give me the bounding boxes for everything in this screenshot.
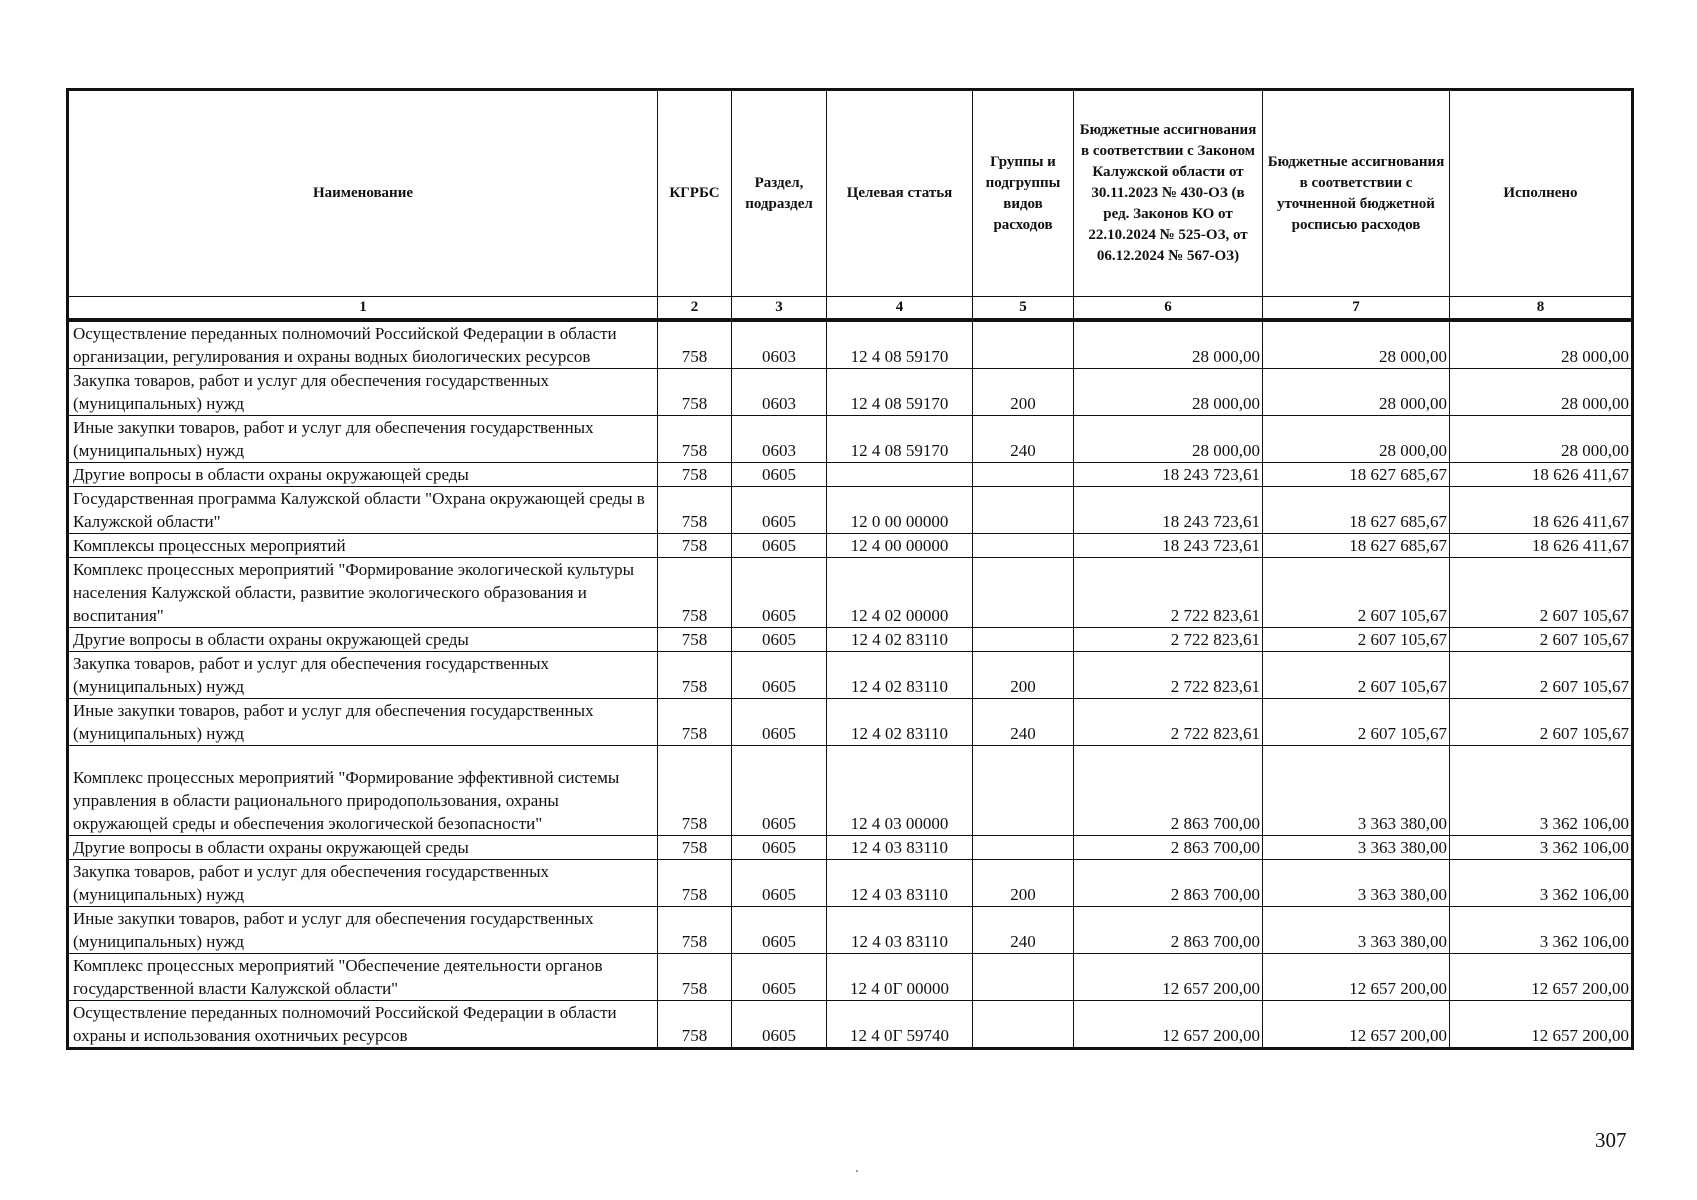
- row-name-cell: Иные закупки товаров, работ и услуг для обеспечения государственных (муниципальных) нужд: [68, 416, 658, 463]
- row-refined-amount-cell: 3 363 380,00: [1263, 860, 1450, 907]
- row-kgrbs-cell: 758: [658, 369, 732, 416]
- column-number: 3: [732, 297, 827, 321]
- row-target-cell: 12 4 03 00000: [827, 746, 973, 836]
- row-executed-amount-cell: 28 000,00: [1450, 416, 1633, 463]
- row-target-cell: 12 4 03 83110: [827, 836, 973, 860]
- table-header-row: [68, 90, 1633, 297]
- row-executed-amount-cell: 18 626 411,67: [1450, 463, 1633, 487]
- row-group-cell: [973, 1001, 1074, 1049]
- row-executed-amount-cell: 12 657 200,00: [1450, 1001, 1633, 1049]
- column-number: 8: [1450, 297, 1633, 321]
- table-row: [68, 320, 1633, 369]
- row-name-cell: Осуществление переданных полномочий Российской Федерации в области организации, регулирования и охраны водных биологических ресурсов: [68, 320, 658, 369]
- row-target-cell: 12 4 02 83110: [827, 628, 973, 652]
- row-section-cell: 0605: [732, 746, 827, 836]
- row-name-cell: Другие вопросы в области охраны окружающей среды: [68, 463, 658, 487]
- table-row: [68, 954, 1633, 1001]
- row-refined-amount-cell: 28 000,00: [1263, 416, 1450, 463]
- row-name-cell: Комплекс процессных мероприятий "Формирование эффективной системы управления в области рационального природопользования, охраны окружающей среды и обеспечения экологической безопасности": [68, 746, 658, 836]
- row-group-cell: 200: [973, 652, 1074, 699]
- scan-artifact: [856, 1170, 858, 1172]
- row-section-cell: 0605: [732, 628, 827, 652]
- table-row: [68, 369, 1633, 416]
- header-target-article: Целевая статья: [827, 90, 973, 297]
- row-kgrbs-cell: 758: [658, 1001, 732, 1049]
- row-group-cell: [973, 534, 1074, 558]
- row-group-cell: [973, 746, 1074, 836]
- row-target-cell: 12 4 0Г 59740: [827, 1001, 973, 1049]
- row-kgrbs-cell: 758: [658, 746, 732, 836]
- row-refined-amount-cell: 3 363 380,00: [1263, 746, 1450, 836]
- row-section-cell: 0605: [732, 487, 827, 534]
- row-kgrbs-cell: 758: [658, 699, 732, 746]
- row-executed-amount-cell: 3 362 106,00: [1450, 907, 1633, 954]
- row-section-cell: 0605: [732, 699, 827, 746]
- row-section-cell: 0605: [732, 954, 827, 1001]
- row-refined-amount-cell: 28 000,00: [1263, 320, 1450, 369]
- row-target-cell: 12 4 02 00000: [827, 558, 973, 628]
- row-group-cell: 200: [973, 369, 1074, 416]
- row-executed-amount-cell: 12 657 200,00: [1450, 954, 1633, 1001]
- row-name-cell: Иные закупки товаров, работ и услуг для обеспечения государственных (муниципальных) нужд: [68, 699, 658, 746]
- row-section-cell: 0605: [732, 652, 827, 699]
- table-row: [68, 463, 1633, 487]
- row-refined-amount-cell: 2 607 105,67: [1263, 628, 1450, 652]
- row-refined-amount-cell: 12 657 200,00: [1263, 954, 1450, 1001]
- row-group-cell: 240: [973, 699, 1074, 746]
- row-section-cell: 0605: [732, 1001, 827, 1049]
- row-kgrbs-cell: 758: [658, 860, 732, 907]
- row-law-amount-cell: 2 722 823,61: [1074, 652, 1263, 699]
- row-target-cell: 12 4 03 83110: [827, 860, 973, 907]
- row-group-cell: [973, 320, 1074, 369]
- header-expense-groups: Группы и подгруппы видов расходов: [973, 90, 1074, 297]
- row-target-cell: 12 4 00 00000: [827, 534, 973, 558]
- row-target-cell: 12 4 08 59170: [827, 369, 973, 416]
- row-law-amount-cell: 18 243 723,61: [1074, 463, 1263, 487]
- row-section-cell: 0603: [732, 369, 827, 416]
- page-number: 307: [1595, 1128, 1627, 1152]
- row-executed-amount-cell: 28 000,00: [1450, 320, 1633, 369]
- table-row: [68, 907, 1633, 954]
- row-kgrbs-cell: 758: [658, 416, 732, 463]
- row-group-cell: 240: [973, 416, 1074, 463]
- row-name-cell: Другие вопросы в области охраны окружающей среды: [68, 628, 658, 652]
- table-row: [68, 534, 1633, 558]
- row-executed-amount-cell: 18 626 411,67: [1450, 534, 1633, 558]
- row-refined-amount-cell: 2 607 105,67: [1263, 699, 1450, 746]
- row-law-amount-cell: 2 863 700,00: [1074, 860, 1263, 907]
- row-target-cell: 12 0 00 00000: [827, 487, 973, 534]
- row-target-cell: 12 4 08 59170: [827, 320, 973, 369]
- header-kgrbs: КГРБС: [658, 90, 732, 297]
- row-executed-amount-cell: 3 362 106,00: [1450, 860, 1633, 907]
- row-executed-amount-cell: 2 607 105,67: [1450, 699, 1633, 746]
- row-law-amount-cell: 2 722 823,61: [1074, 558, 1263, 628]
- row-target-cell: [827, 463, 973, 487]
- row-target-cell: 12 4 02 83110: [827, 699, 973, 746]
- row-section-cell: 0605: [732, 836, 827, 860]
- row-kgrbs-cell: 758: [658, 463, 732, 487]
- row-group-cell: [973, 954, 1074, 1001]
- row-kgrbs-cell: 758: [658, 534, 732, 558]
- row-name-cell: Закупка товаров, работ и услуг для обеспечения государственных (муниципальных) нужд: [68, 860, 658, 907]
- table-row: [68, 558, 1633, 628]
- header-law-allocations: Бюджетные ассигнования в соответствии с Законом Калужской области от 30.11.2023 № 430-ОЗ (в ред. Законов КО от 22.10.2024 № 525-ОЗ, от 06.12.2024 № 567-ОЗ): [1074, 90, 1263, 297]
- row-target-cell: 12 4 08 59170: [827, 416, 973, 463]
- row-group-cell: [973, 558, 1074, 628]
- table-row: [68, 652, 1633, 699]
- row-section-cell: 0605: [732, 907, 827, 954]
- header-executed: Исполнено: [1450, 90, 1633, 297]
- row-refined-amount-cell: 18 627 685,67: [1263, 463, 1450, 487]
- header-section: Раздел, подраздел: [732, 90, 827, 297]
- row-target-cell: 12 4 0Г 00000: [827, 954, 973, 1001]
- row-section-cell: 0605: [732, 534, 827, 558]
- row-section-cell: 0605: [732, 558, 827, 628]
- row-target-cell: 12 4 02 83110: [827, 652, 973, 699]
- row-refined-amount-cell: 2 607 105,67: [1263, 558, 1450, 628]
- row-executed-amount-cell: 18 626 411,67: [1450, 487, 1633, 534]
- row-name-cell: Другие вопросы в области охраны окружающей среды: [68, 836, 658, 860]
- row-kgrbs-cell: 758: [658, 628, 732, 652]
- row-kgrbs-cell: 758: [658, 320, 732, 369]
- row-section-cell: 0603: [732, 320, 827, 369]
- row-refined-amount-cell: 3 363 380,00: [1263, 907, 1450, 954]
- row-executed-amount-cell: 2 607 105,67: [1450, 652, 1633, 699]
- column-number-row: [68, 297, 1633, 321]
- column-number: 5: [973, 297, 1074, 321]
- row-group-cell: [973, 463, 1074, 487]
- row-section-cell: 0605: [732, 463, 827, 487]
- row-name-cell: Комплекс процессных мероприятий "Обеспечение деятельности органов государственной власти Калужской области": [68, 954, 658, 1001]
- column-number: 1: [68, 297, 658, 321]
- row-kgrbs-cell: 758: [658, 487, 732, 534]
- row-refined-amount-cell: 2 607 105,67: [1263, 652, 1450, 699]
- row-kgrbs-cell: 758: [658, 652, 732, 699]
- row-section-cell: 0605: [732, 860, 827, 907]
- column-number: 2: [658, 297, 732, 321]
- row-name-cell: Иные закупки товаров, работ и услуг для обеспечения государственных (муниципальных) нужд: [68, 907, 658, 954]
- row-law-amount-cell: 2 863 700,00: [1074, 746, 1263, 836]
- budget-execution-table: [66, 88, 1634, 1050]
- table-row: [68, 416, 1633, 463]
- table-row: [68, 746, 1633, 836]
- row-refined-amount-cell: 3 363 380,00: [1263, 836, 1450, 860]
- row-law-amount-cell: 18 243 723,61: [1074, 534, 1263, 558]
- table-row: [68, 628, 1633, 652]
- row-law-amount-cell: 2 722 823,61: [1074, 628, 1263, 652]
- row-group-cell: 240: [973, 907, 1074, 954]
- table-row: [68, 1001, 1633, 1049]
- row-executed-amount-cell: 2 607 105,67: [1450, 558, 1633, 628]
- row-group-cell: [973, 628, 1074, 652]
- column-number: 7: [1263, 297, 1450, 321]
- row-refined-amount-cell: 18 627 685,67: [1263, 534, 1450, 558]
- row-executed-amount-cell: 28 000,00: [1450, 369, 1633, 416]
- row-kgrbs-cell: 758: [658, 954, 732, 1001]
- row-name-cell: Закупка товаров, работ и услуг для обеспечения государственных (муниципальных) нужд: [68, 652, 658, 699]
- column-number: 6: [1074, 297, 1263, 321]
- row-name-cell: Комплекс процессных мероприятий "Формирование экологической культуры населения Калужской области, развитие экологического образования и воспитания": [68, 558, 658, 628]
- row-refined-amount-cell: 28 000,00: [1263, 369, 1450, 416]
- row-name-cell: Комплексы процессных мероприятий: [68, 534, 658, 558]
- row-group-cell: 200: [973, 860, 1074, 907]
- row-executed-amount-cell: 3 362 106,00: [1450, 836, 1633, 860]
- row-law-amount-cell: 28 000,00: [1074, 369, 1263, 416]
- row-law-amount-cell: 2 722 823,61: [1074, 699, 1263, 746]
- row-name-cell: Осуществление переданных полномочий Российской Федерации в области охраны и использования охотничьих ресурсов: [68, 1001, 658, 1049]
- header-refined-allocations: Бюджетные ассигнования в соответствии с уточненной бюджетной росписью расходов: [1263, 90, 1450, 297]
- row-refined-amount-cell: 18 627 685,67: [1263, 487, 1450, 534]
- row-law-amount-cell: 12 657 200,00: [1074, 1001, 1263, 1049]
- row-group-cell: [973, 836, 1074, 860]
- row-group-cell: [973, 487, 1074, 534]
- header-name: Наименование: [68, 90, 658, 297]
- row-law-amount-cell: 2 863 700,00: [1074, 907, 1263, 954]
- row-name-cell: Закупка товаров, работ и услуг для обеспечения государственных (муниципальных) нужд: [68, 369, 658, 416]
- row-target-cell: 12 4 03 83110: [827, 907, 973, 954]
- row-law-amount-cell: 18 243 723,61: [1074, 487, 1263, 534]
- row-kgrbs-cell: 758: [658, 836, 732, 860]
- row-law-amount-cell: 2 863 700,00: [1074, 836, 1263, 860]
- row-executed-amount-cell: 2 607 105,67: [1450, 628, 1633, 652]
- row-refined-amount-cell: 12 657 200,00: [1263, 1001, 1450, 1049]
- table-row: [68, 487, 1633, 534]
- row-law-amount-cell: 12 657 200,00: [1074, 954, 1263, 1001]
- row-executed-amount-cell: 3 362 106,00: [1450, 746, 1633, 836]
- row-kgrbs-cell: 758: [658, 558, 732, 628]
- row-law-amount-cell: 28 000,00: [1074, 416, 1263, 463]
- table-body: [68, 320, 1633, 1049]
- table-row: [68, 836, 1633, 860]
- row-section-cell: 0603: [732, 416, 827, 463]
- row-kgrbs-cell: 758: [658, 907, 732, 954]
- row-name-cell: Государственная программа Калужской области "Охрана окружающей среды в Калужской области": [68, 487, 658, 534]
- budget-table-sheet: [66, 88, 1631, 1050]
- row-law-amount-cell: 28 000,00: [1074, 320, 1263, 369]
- table-row: [68, 860, 1633, 907]
- table-row: [68, 699, 1633, 746]
- column-number: 4: [827, 297, 973, 321]
